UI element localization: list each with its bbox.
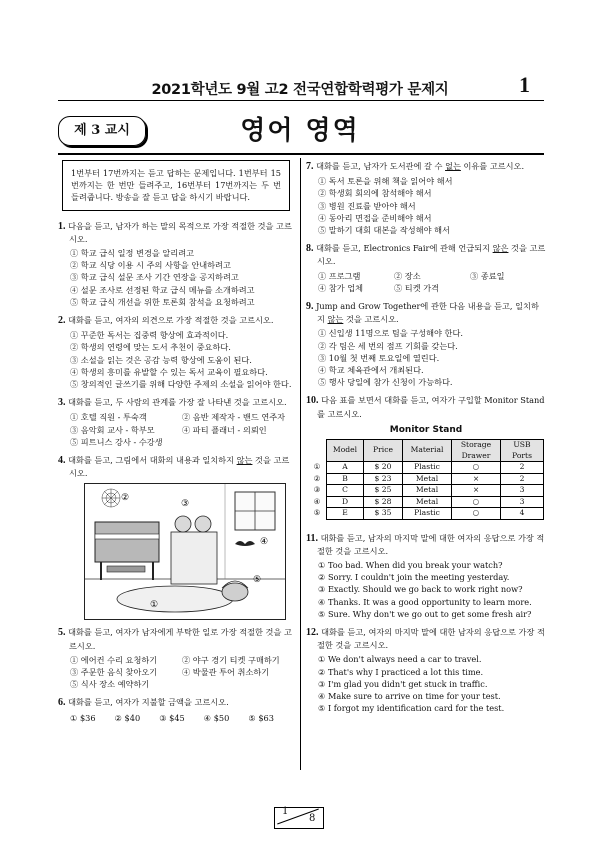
choice: ⑤ 티켓 가격 [394, 282, 440, 293]
choice: ③ 종료일 [470, 270, 505, 281]
cell-price: $ 23 [364, 473, 403, 485]
table-row [308, 496, 544, 508]
footer-total: 8 [309, 813, 316, 824]
question-text: 대화를 듣고, Electronics Fair에 관해 언급되지 [316, 243, 493, 254]
underlined-word: 않은 [492, 243, 509, 254]
question-number: 1. [58, 220, 66, 232]
subject-rule [58, 153, 544, 155]
question-text-end: 것을 고르시오. [343, 314, 399, 325]
left-column [58, 160, 294, 730]
choice: ③ 병원 진료를 받아야 해서 [318, 200, 416, 211]
figure-label-3: ③ [181, 499, 190, 510]
choice: ④ 박물관 투어 취소하기 [182, 667, 270, 678]
choice: ⑤ $63 [248, 712, 274, 723]
choice: ① 독서 토론을 위해 책을 읽어야 해서 [318, 176, 453, 187]
cell-model: E [327, 508, 364, 520]
question-4 [58, 454, 294, 620]
choice: ④ 학교 체육관에서 개최된다. [318, 365, 424, 376]
cell-model: C [327, 485, 364, 497]
cell-model: B [327, 473, 364, 485]
question-text: 대화를 듣고, 여자의 마지막 말에 대한 남자의 응답으로 가장 적절한 것을 고르시오. [317, 626, 545, 651]
choice: ⑤ 식사 장소 예약하기 [70, 679, 150, 690]
question-text: 다음 표를 보면서 대화를 듣고, 여자가 구입할 Monitor Stand를 고르시오. [317, 395, 545, 419]
table-title: Monitor Stand [389, 424, 463, 435]
question-text: 다음을 듣고, 남자가 하는 말의 목적으로 가장 적절한 것을 고르시오. [68, 220, 292, 244]
question-text: 대화를 듣고, 남자의 마지막 말에 대한 여자의 응답으로 가장 적절한 것을 고르시오. [317, 532, 545, 556]
choice: ⑤ I forgot my identification card for the test. [318, 703, 505, 714]
choice: ③ Exactly. Should we go back to work right now? [318, 584, 523, 595]
question-number: 7. [306, 161, 314, 172]
choice: ② That's why I practiced a lot this time. [318, 666, 484, 677]
choice: ③ 10월 첫 번째 토요일에 열린다. [318, 352, 440, 363]
choice: ④ $50 [203, 712, 230, 723]
question-text: Jump and Grow Together에 관한 다음 내용을 듣고, 일치하지 [316, 301, 539, 325]
question-7 [306, 160, 546, 236]
cell-model: D [327, 496, 364, 508]
choice: ① 학교 급식 일정 변경을 알리려고 [70, 248, 195, 259]
figure-label-2: ② [121, 493, 130, 504]
underlined-word: 않는 [236, 455, 253, 466]
cell-usb: 3 [501, 496, 544, 508]
choice: ① 꾸준한 독서는 집중력 향상에 효과적이다. [70, 330, 229, 341]
period-badge: 제 3 교시 [58, 116, 146, 146]
choice: ① We don't always need a car to travel. [318, 654, 482, 665]
choice: ② Sorry. I couldn't join the meeting yesterday. [318, 572, 510, 583]
question-text: 대화를 듣고, 남자가 도서관에 갈 수 [316, 161, 446, 171]
choice: ⑤ 학교 급식 개선을 위한 토론회 참석을 요청하려고 [70, 296, 255, 307]
choice: ④ 동아리 면접을 준비해야 해서 [318, 212, 432, 223]
choice: ④ 학생의 흥미를 유발할 수 있는 독서 교육이 필요하다. [70, 366, 268, 377]
question-number: 8. [306, 243, 314, 255]
exam-header-title: 2021학년도 9월 고2 전국연합학력평가 문제지 [151, 82, 449, 98]
cell-material: Metal [403, 485, 452, 497]
cell-model: A [327, 462, 364, 474]
table-row [308, 462, 544, 474]
underlined-word: 없는 [445, 161, 461, 171]
question-number: 5. [58, 627, 66, 639]
question-text: 대화를 듣고, 여자가 남자에게 부탁한 일로 가장 적절한 것을 고르시오. [68, 627, 292, 651]
choice: ② 음반 제작자 - 밴드 연주자 [182, 412, 286, 423]
table-header-row [308, 440, 544, 462]
choice: ⑤ 행사 당일에 참가 신청이 가능하다. [318, 377, 453, 388]
column-header: Material [403, 440, 452, 462]
choice: ① 신입생 11명으로 팀을 구성해야 한다. [318, 328, 463, 339]
choice: ③ 학교 급식 설문 조사 기간 연장을 공지하려고 [70, 272, 239, 283]
choice: ③ 소설을 읽는 것은 공감 능력 향상에 도움이 된다. [70, 354, 252, 365]
listening-notice: 1번부터 17번까지는 듣고 답하는 문제입니다. 1번부터 15번까지는 한 번만 들려주고, 16번부터 17번까지는 두 번 들려줍니다. 방송을 잘 듣고 답을 하시기 바랍니다. [62, 160, 290, 211]
choice: ② $40 [114, 712, 141, 723]
choice: ④ 설문 조사로 선정된 학교 급식 메뉴를 소개하려고 [70, 284, 255, 295]
subject-title: 영어 영역 [240, 116, 360, 146]
underlined-word: 않는 [327, 314, 344, 325]
table-row [308, 473, 544, 485]
choice: ① 에어컨 수리 요청하기 [70, 654, 158, 665]
cell-price: $ 28 [364, 496, 403, 508]
question-6 [58, 696, 294, 723]
question-text: 대화를 듣고, 두 사람의 관계를 가장 잘 나타낸 것을 고르시오. [68, 397, 287, 408]
column-header: Price [364, 440, 403, 462]
row-number: ③ [313, 485, 321, 495]
choice: ⑤ 말하기 대회 대본을 작성해야 해서 [318, 225, 450, 236]
room-illustration [84, 483, 286, 620]
table-row [308, 508, 544, 520]
figure-label-5: ⑤ [253, 575, 262, 586]
monitor-stand-table [308, 439, 544, 520]
choice: ② 각 팀은 세 번의 점프 기회를 갖는다. [318, 340, 458, 351]
cell-price: $ 20 [364, 462, 403, 474]
choice: ⑤ Sure. Why don't we go out to get some fresh air? [318, 608, 532, 619]
question-text: 대화를 듣고, 여자의 의견으로 가장 적절한 것을 고르시오. [68, 315, 274, 326]
table-row [308, 485, 544, 497]
choice: ③ 주문한 음식 찾아오기 [70, 667, 158, 678]
cell-usb: 4 [501, 508, 544, 520]
choice: ① 호텔 직원 - 투숙객 [70, 412, 147, 423]
cell-drawer: ○ [452, 496, 501, 508]
question-number: 11. [306, 532, 318, 544]
footer-page: 1 [282, 806, 289, 817]
cell-price: $ 25 [364, 485, 403, 497]
question-number: 2. [58, 315, 66, 327]
question-number: 6. [58, 697, 66, 709]
question-number: 10. [306, 395, 319, 407]
question-11 [306, 532, 546, 620]
row-number: ④ [313, 496, 321, 506]
column-header: Storage Drawer [452, 440, 501, 462]
question-12 [306, 626, 546, 714]
choice: ④ Thanks. It was a good opportunity to learn more. [318, 596, 532, 607]
choice: ③ 음악회 교사 - 학부모 [70, 424, 155, 435]
question-text-end: 것을 고르시오. [317, 243, 546, 267]
column-header: USB Ports [501, 440, 544, 462]
question-text: 대화를 듣고, 그림에서 대화의 내용과 일치하지 [68, 455, 237, 466]
cell-drawer: × [452, 485, 501, 497]
question-number: 4. [58, 455, 66, 467]
cell-usb: 3 [501, 485, 544, 497]
choice: ⑤ 창의적인 글쓰기를 위해 다양한 주제의 소설을 읽어야 한다. [70, 379, 292, 390]
cell-usb: 2 [501, 473, 544, 485]
question-3 [58, 396, 294, 448]
question-1 [58, 220, 294, 308]
question-2 [58, 314, 294, 390]
right-column [306, 160, 546, 720]
question-8 [306, 242, 546, 294]
cell-price: $ 35 [364, 508, 403, 520]
question-5 [58, 626, 294, 690]
cell-usb: 2 [501, 462, 544, 474]
room-drawing [85, 484, 285, 619]
question-number: 12. [306, 626, 319, 638]
choice: ③ I'm glad you didn't get stuck in traffic. [318, 678, 488, 689]
choice: ④ Make sure to arrive on time for your test. [318, 691, 501, 701]
choice: ③ $45 [159, 712, 185, 723]
header-rule [58, 100, 544, 101]
cell-material: Metal [403, 473, 452, 485]
question-text-end: 이유를 고르시오. [460, 161, 525, 171]
choice: ① $36 [70, 712, 96, 723]
choice: ② 학교 식당 이용 시 주의 사항을 안내하려고 [70, 260, 231, 271]
question-9 [306, 300, 546, 388]
row-number: ② [313, 473, 321, 483]
column-header: Model [327, 440, 364, 462]
choice: ② 학생의 연령에 맞는 도서 추천이 중요하다. [70, 342, 231, 353]
column-divider [300, 158, 301, 770]
choice: ⑤ 피트니스 강사 - 수강생 [70, 436, 163, 447]
choice: ② 학생회 회의에 참석해야 해서 [318, 188, 432, 199]
choice: ② 야구 경기 티켓 구매하기 [182, 654, 280, 665]
choice: ① 프로그램 [318, 270, 361, 281]
cell-drawer: × [452, 473, 501, 485]
question-text: 대화를 듣고, 여자가 지불할 금액을 고르시오. [68, 697, 229, 708]
question-number: 9. [306, 301, 314, 313]
choice: ① Too bad. When did you break your watch? [318, 559, 503, 570]
choice: ④ 파티 플래너 - 의뢰인 [182, 424, 267, 435]
choice: ② 장소 [394, 270, 421, 281]
cell-drawer: ○ [452, 508, 501, 520]
question-10 [306, 394, 546, 519]
row-number: ⑤ [313, 508, 321, 518]
question-text-end: 것을 고르시오. [69, 455, 290, 479]
cell-material: Metal [403, 496, 452, 508]
row-number: ① [313, 462, 321, 472]
page-number: 1 [519, 72, 530, 97]
figure-label-4: ④ [260, 537, 269, 548]
figure-label-1: ① [150, 600, 159, 611]
choice: ④ 참가 업체 [318, 282, 364, 293]
cell-drawer: ○ [452, 462, 501, 474]
cell-material: Plastic [403, 462, 452, 474]
cell-material: Plastic [403, 508, 452, 520]
question-number: 3. [58, 397, 66, 409]
